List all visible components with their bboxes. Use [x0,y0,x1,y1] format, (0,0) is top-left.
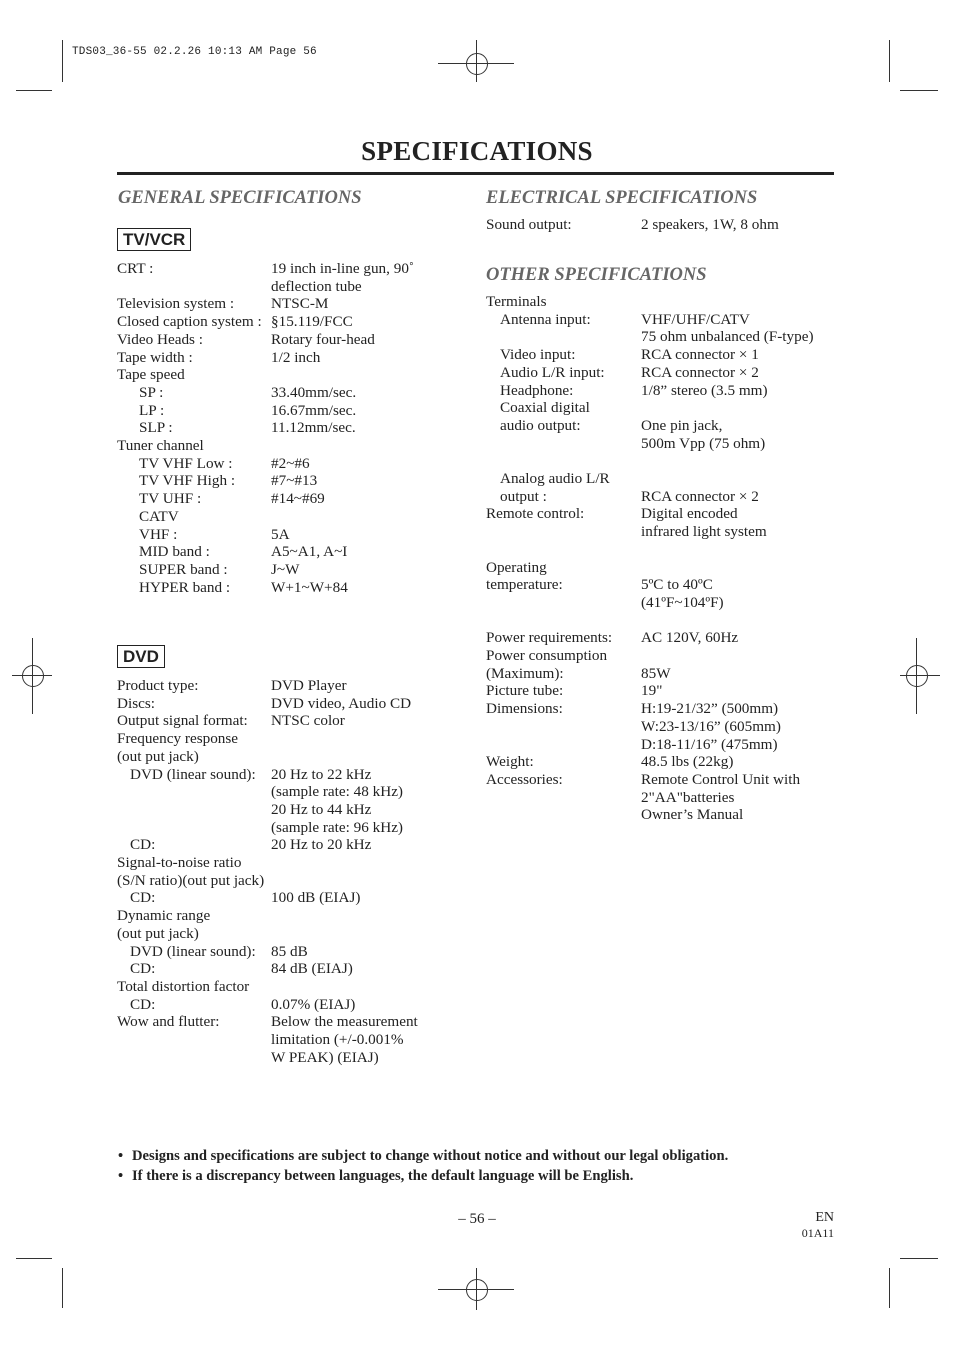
spec-label: (S/N ratio)(out put jack) [117,871,265,889]
spec-label: Video Heads : [117,330,203,348]
spec-value: Rotary four-head [271,330,375,348]
spec-label: Tuner channel [117,437,204,454]
spec-value: DVD Player [271,677,347,694]
spec-label: Audio L/R input: [500,363,605,381]
spec-value: 500m Vpp (75 ohm) [641,434,766,452]
spec-value: 85 dB [271,942,308,960]
page-title: SPECIFICATIONS [361,136,593,166]
spec-label: Television system : [117,295,235,313]
spec-value: 0.07% (EIAJ) [271,995,356,1013]
spec-value: #7~#13 [271,472,318,490]
spec-label: Dimensions: [486,700,563,718]
spec-value: 100 dB (EIAJ) [271,889,361,907]
note-designs [118,1148,728,1165]
dvd-badge: DVD [117,645,165,668]
spec-value: Owner’s Manual [641,806,744,824]
spec-label: Frequency response [117,730,239,748]
spec-value: RCA connector × 2 [641,487,759,505]
bullet: • [118,1168,124,1184]
spec-value: Below the measurement [271,1013,418,1031]
spec-label: Operating [486,558,547,576]
spec-value: H:19-21/32” (500mm) [641,700,779,718]
spec-label: Signal-to-noise ratio [117,854,242,871]
spec-label: Headphone: [500,381,574,399]
spec-value: 20 Hz to 22 kHz [271,765,372,783]
spec-label: Video input: [500,346,576,364]
spec-value: RCA connector × 1 [641,346,759,364]
spec-value: 85W [641,664,671,682]
electrical-specifications-heading: ELECTRICAL SPECIFICATIONS [486,188,758,208]
tvvcr-badge: TV/VCR [117,228,191,251]
spec-value: 1/8” stereo (3.5 mm) [641,381,768,399]
spec-value: A5~A1, A~I [271,543,348,561]
spec-label: VHF : [139,525,178,543]
spec-value: deflection tube [271,277,362,295]
note-text: If there is a discrepancy between languages, the default language will be English. [132,1168,634,1184]
spec-value: 2 speakers, 1W, 8 ohm [641,216,779,233]
print-slug: TDS03_36-55 02.2.26 10:13 AM Page 56 [72,46,317,58]
spec-label: Closed caption system : [117,313,262,331]
spec-value: NTSC-M [271,295,329,313]
spec-value: AC 120V, 60Hz [641,629,739,647]
spec-label: Output signal format: [117,712,248,730]
spec-label: SUPER band : [139,560,228,578]
spec-value: 75 ohm unbalanced (F-type) [641,328,814,346]
spec-value: NTSC color [271,712,345,730]
spec-value: (41ºF~104ºF) [641,593,724,611]
spec-value: limitation (+/-0.001% [271,1031,404,1048]
spec-value: (sample rate: 96 kHz) [271,818,403,836]
spec-value: 20 Hz to 20 kHz [271,836,372,854]
spec-label: TV UHF : [139,490,202,508]
spec-value: infrared light system [641,523,767,541]
spec-label: SP : [139,383,164,401]
spec-value: J~W [271,560,300,578]
spec-label: Antenna input: [500,310,591,328]
spec-label: (Maximum): [486,664,564,682]
spec-label: CD: [130,995,156,1013]
spec-label: Power requirements: [486,629,613,647]
spec-value: 20 Hz to 44 kHz [271,800,372,818]
spec-label: (out put jack) [117,747,199,765]
spec-value: W PEAK) (EIAJ) [271,1048,379,1066]
spec-value: 5A [271,525,290,543]
other-specifications-heading: OTHER SPECIFICATIONS [486,265,707,285]
spec-label: output : [500,487,547,505]
spec-value: W+1~W+84 [271,578,348,596]
spec-value: W:23-13/16” (605mm) [641,717,781,735]
note-text: Designs and specifications are subject to change without notice and without our legal obligation. [132,1148,729,1164]
spec-value: 48.5 lbs (22kg) [641,753,734,771]
spec-value: Remote Control Unit with [641,770,801,788]
spec-value: RCA connector × 2 [641,363,759,381]
spec-label: DVD (linear sound): [130,942,256,960]
spec-label: CATV [139,507,179,525]
spec-value: DVD video, Audio CD [271,694,412,712]
spec-label: Dynamic range [117,907,211,925]
spec-value: (sample rate: 48 kHz) [271,783,403,801]
spec-label: CD: [130,836,156,854]
language-code: EN [815,1210,834,1225]
general-specifications-heading: GENERAL SPECIFICATIONS [118,188,362,208]
spec-label: Tape speed [117,366,185,384]
spec-label: Discs: [117,694,155,712]
spec-value: 19" [641,682,663,700]
spec-value: 19 inch in-line gun, 90˚ [271,260,414,277]
spec-label: HYPER band : [139,578,231,596]
spec-label: audio output: [500,416,581,434]
spec-value: D:18-11/16” (475mm) [641,735,778,753]
spec-label: CD: [130,889,156,907]
spec-label: CRT : [117,260,154,277]
spec-label: MID band : [139,543,210,561]
spec-value: 5ºC to 40ºC [641,576,713,594]
spec-label: Analog audio L/R [500,470,610,487]
spec-label: TV VHF Low : [139,454,233,472]
spec-label: SLP : [139,419,173,437]
spec-value: 33.40mm/sec. [271,383,357,401]
spec-value: 84 dB (EIAJ) [271,960,353,978]
spec-value: 11.12mm/sec. [271,419,356,437]
spec-label: Terminals [486,293,547,310]
spec-value: VHF/UHF/CATV [641,310,750,328]
spec-label: Sound output: [486,216,572,233]
spec-label: DVD (linear sound): [130,765,256,783]
spec-label: TV VHF High : [139,472,236,490]
spec-value: #14~#69 [271,490,325,508]
spec-label: Coaxial digital [500,399,590,417]
spec-value: 2"AA"batteries [641,788,735,806]
spec-label: CD: [130,960,156,978]
spec-label: temperature: [486,576,563,594]
spec-label: LP : [139,401,165,419]
spec-label: Weight: [486,753,534,771]
spec-label: Tape width : [117,348,193,366]
spec-value: 1/2 inch [271,348,321,366]
page-number: – 56 – [458,1211,496,1227]
spec-value: Digital encoded [641,505,738,523]
spec-value: One pin jack, [641,416,723,434]
spec-label: Picture tube: [486,682,564,700]
spec-label: Total distortion factor [117,977,250,995]
spec-value: #2~#6 [271,454,310,472]
spec-value: 16.67mm/sec. [271,401,357,419]
bullet: • [118,1148,124,1164]
spec-label: Power consumption [486,647,608,664]
spec-value: §15.119/FCC [271,313,353,331]
spec-label: Accessories: [486,770,563,788]
title-rule [117,172,834,175]
document-code: 01A11 [801,1226,834,1240]
spec-label: Wow and flutter: [117,1013,220,1031]
note-language [118,1168,633,1185]
spec-label: (out put jack) [117,924,199,942]
spec-label: Product type: [117,677,199,694]
spec-label: Remote control: [486,505,585,523]
